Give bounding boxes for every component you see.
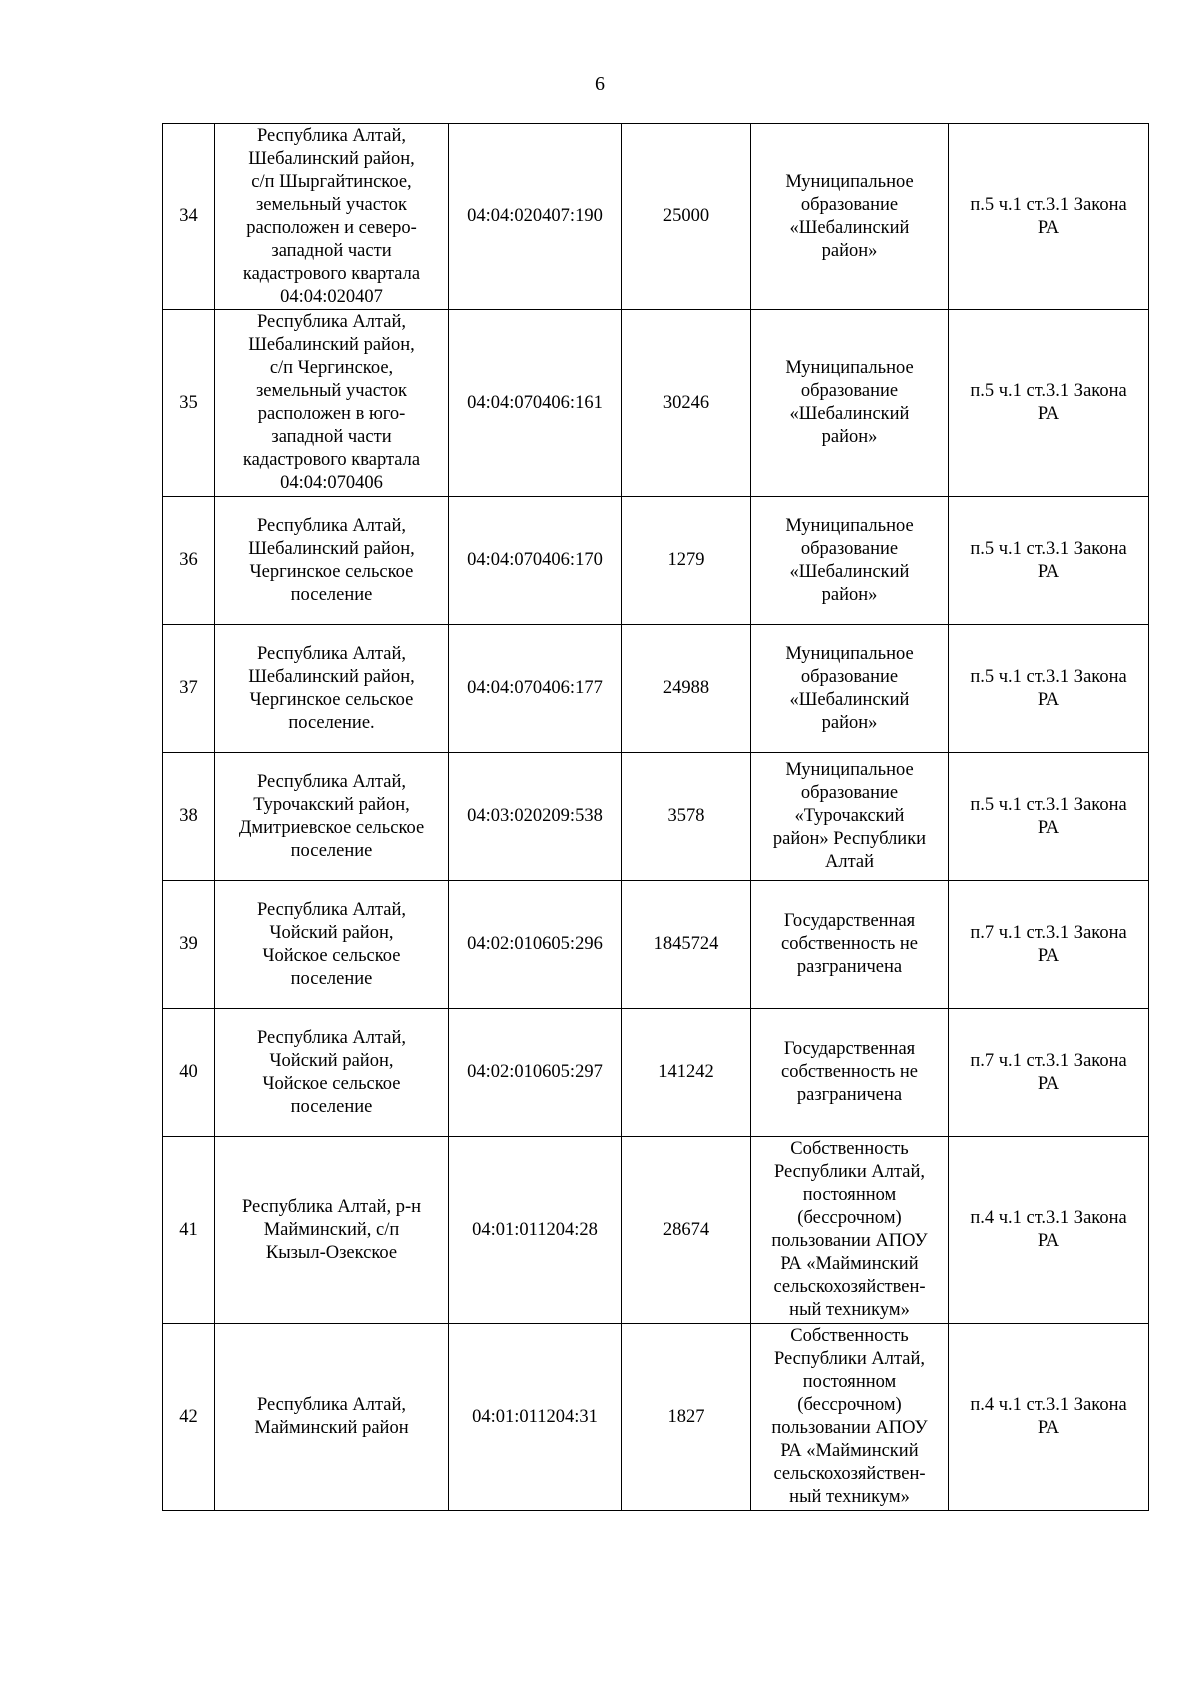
row-number-cell: 35 xyxy=(163,310,215,497)
cadastral-number-cell: 04:04:020407:190 xyxy=(449,124,622,310)
row-number-cell: 34 xyxy=(163,124,215,310)
table-row xyxy=(163,1137,1149,1324)
table-row xyxy=(163,753,1149,881)
table-row xyxy=(163,625,1149,753)
address-cell: Республика Алтай, Чойский район, Чойское сельское поселение xyxy=(215,1009,449,1137)
address-cell: Республика Алтай, Турочакский район, Дмитриевское сельское поселение xyxy=(215,753,449,881)
ownership-cell: Муниципальное образование «Шебалинский район» xyxy=(751,310,949,497)
area-cell: 30246 xyxy=(622,310,751,497)
area-cell: 3578 xyxy=(622,753,751,881)
area-cell: 1827 xyxy=(622,1324,751,1511)
ownership-cell: Муниципальное образование «Шебалинский район» xyxy=(751,497,949,625)
row-number-cell: 41 xyxy=(163,1137,215,1324)
row-number-cell: 39 xyxy=(163,881,215,1009)
law-reference-cell: п.7 ч.1 ст.3.1 Закона РА xyxy=(949,1009,1149,1137)
law-reference-cell: п.5 ч.1 ст.3.1 Закона РА xyxy=(949,124,1149,310)
area-cell: 1279 xyxy=(622,497,751,625)
law-reference-cell: п.4 ч.1 ст.3.1 Закона РА xyxy=(949,1324,1149,1511)
cadastral-number-cell: 04:03:020209:538 xyxy=(449,753,622,881)
table-row xyxy=(163,881,1149,1009)
ownership-cell: Муниципальное образование «Турочакский район» Республики Алтай xyxy=(751,753,949,881)
table-row xyxy=(163,310,1149,497)
law-reference-cell: п.5 ч.1 ст.3.1 Закона РА xyxy=(949,497,1149,625)
law-reference-cell: п.5 ч.1 ст.3.1 Закона РА xyxy=(949,625,1149,753)
row-number-cell: 37 xyxy=(163,625,215,753)
page-number: 6 xyxy=(595,73,605,95)
address-cell: Республика Алтай, Шебалинский район, с/п Шыргайтинское, земельный участок расположен и северо- западной части кадастрового квартала 04:04:020407 xyxy=(215,124,449,310)
law-reference-cell: п.4 ч.1 ст.3.1 Закона РА xyxy=(949,1137,1149,1324)
cadastral-number-cell: 04:04:070406:170 xyxy=(449,497,622,625)
cadastral-number-cell: 04:02:010605:296 xyxy=(449,881,622,1009)
row-number-cell: 42 xyxy=(163,1324,215,1511)
ownership-cell: Собственность Республики Алтай, постоянном (бессрочном) пользовании АПОУ РА «Майминский сельскохозяйствен- ный техникум» xyxy=(751,1137,949,1324)
area-cell: 1845724 xyxy=(622,881,751,1009)
cadastral-number-cell: 04:01:011204:31 xyxy=(449,1324,622,1511)
address-cell: Республика Алтай, Шебалинский район, Чергинское сельское поселение. xyxy=(215,625,449,753)
cadastral-number-cell: 04:02:010605:297 xyxy=(449,1009,622,1137)
ownership-cell: Государственная собственность не разграничена xyxy=(751,881,949,1009)
address-cell: Республика Алтай, Шебалинский район, Чергинское сельское поселение xyxy=(215,497,449,625)
area-cell: 28674 xyxy=(622,1137,751,1324)
cadastral-number-cell: 04:04:070406:177 xyxy=(449,625,622,753)
row-number-cell: 38 xyxy=(163,753,215,881)
table-row xyxy=(163,1009,1149,1137)
land-plots-table xyxy=(162,123,1149,1511)
ownership-cell: Государственная собственность не разграничена xyxy=(751,1009,949,1137)
cadastral-number-cell: 04:01:011204:28 xyxy=(449,1137,622,1324)
law-reference-cell: п.5 ч.1 ст.3.1 Закона РА xyxy=(949,753,1149,881)
row-number-cell: 40 xyxy=(163,1009,215,1137)
cadastral-number-cell: 04:04:070406:161 xyxy=(449,310,622,497)
table-row xyxy=(163,1324,1149,1511)
area-cell: 24988 xyxy=(622,625,751,753)
law-reference-cell: п.7 ч.1 ст.3.1 Закона РА xyxy=(949,881,1149,1009)
area-cell: 25000 xyxy=(622,124,751,310)
table-row xyxy=(163,497,1149,625)
table-row xyxy=(163,124,1149,310)
ownership-cell: Муниципальное образование «Шебалинский район» xyxy=(751,124,949,310)
address-cell: Республика Алтай, Майминский район xyxy=(215,1324,449,1511)
address-cell: Республика Алтай, Шебалинский район, с/п Чергинское, земельный участок расположен в юго- западной части кадастрового квартала 04:04:070406 xyxy=(215,310,449,497)
ownership-cell: Муниципальное образование «Шебалинский район» xyxy=(751,625,949,753)
address-cell: Республика Алтай, р-н Майминский, с/п Кызыл-Озекское xyxy=(215,1137,449,1324)
area-cell: 141242 xyxy=(622,1009,751,1137)
ownership-cell: Собственность Республики Алтай, постоянном (бессрочном) пользовании АПОУ РА «Майминский сельскохозяйствен- ный техникум» xyxy=(751,1324,949,1511)
law-reference-cell: п.5 ч.1 ст.3.1 Закона РА xyxy=(949,310,1149,497)
address-cell: Республика Алтай, Чойский район, Чойское сельское поселение xyxy=(215,881,449,1009)
row-number-cell: 36 xyxy=(163,497,215,625)
